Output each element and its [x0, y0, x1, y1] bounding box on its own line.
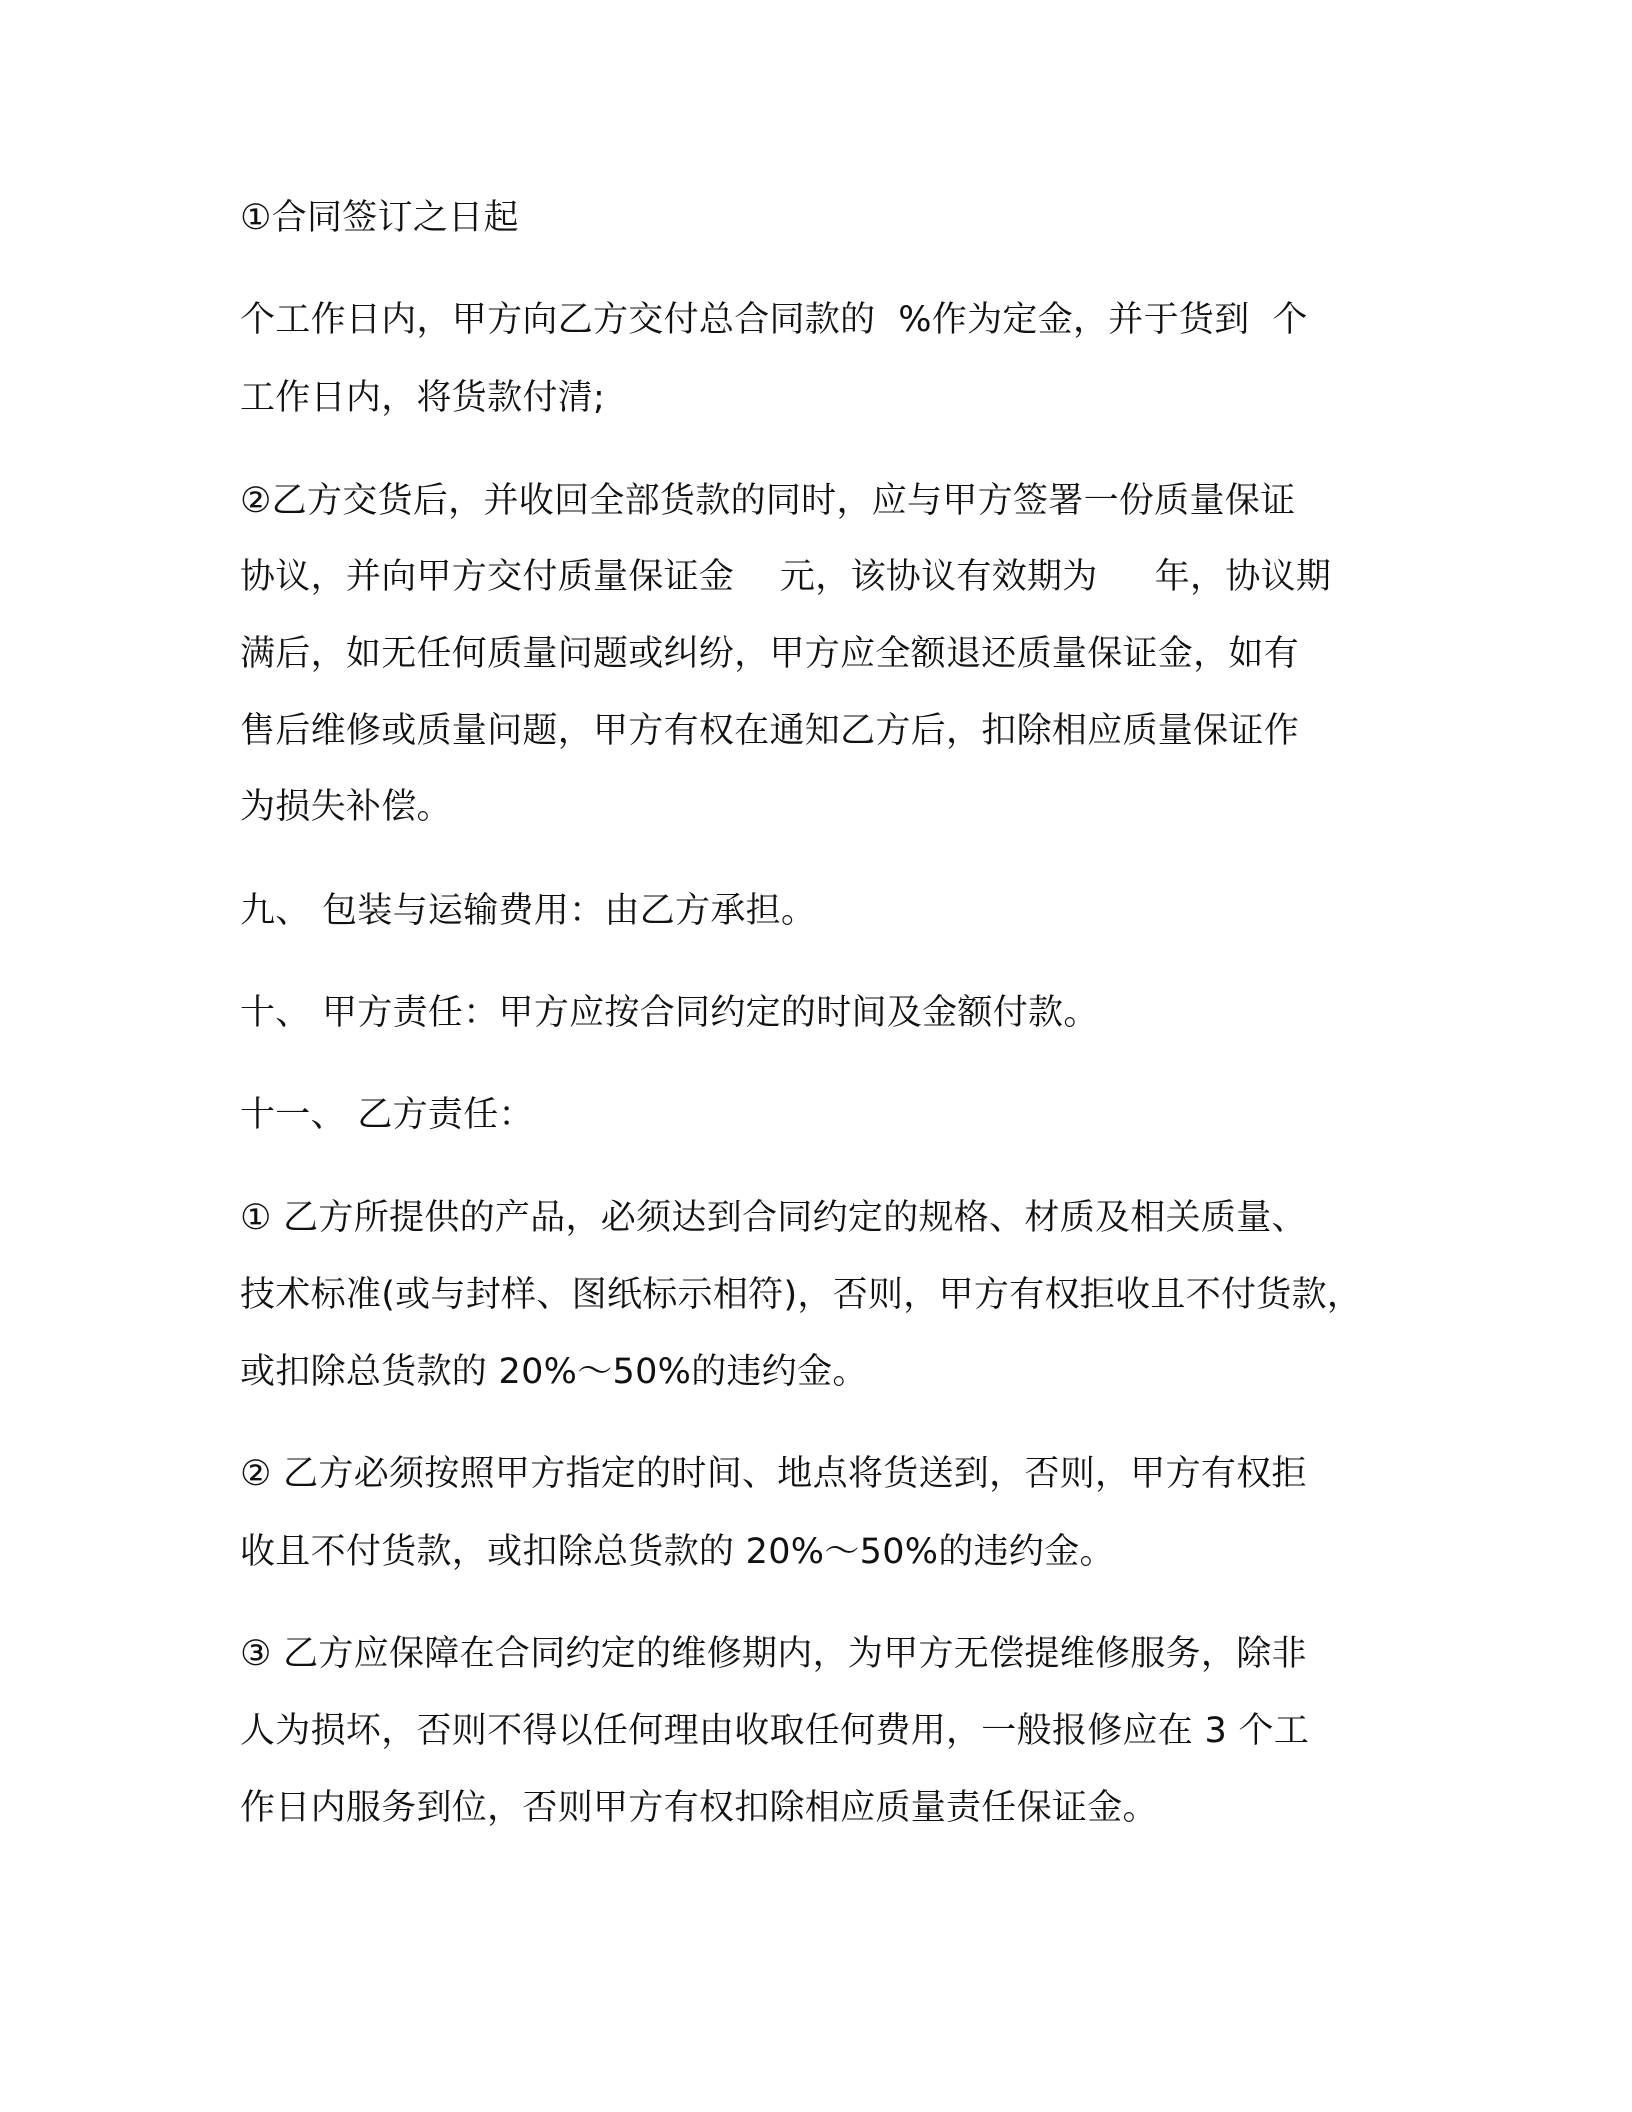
clause-8-2-line-5: 为损失补偿。: [240, 787, 452, 827]
clause-11-1-line-3: 或扣除总货款的 20%～50%的违约金。: [240, 1352, 868, 1392]
clause-11-3-line-1: ③ 乙方应保障在合同约定的维修期内，为甲方无偿提维修服务，除非: [240, 1634, 1307, 1674]
section-9-heading: 九、 包装与运输费用：由乙方承担。: [240, 891, 817, 931]
clause-8-2-line-3: 满后，如无任何质量问题或纠纷，甲方应全额退还质量保证金，如有: [240, 634, 1300, 674]
clause-8-1-line-2: 个工作日内，甲方向乙方交付总合同款的 %作为定金，并于货到 个: [240, 300, 1308, 340]
clause-11-1-line-1: ① 乙方所提供的产品，必须达到合同约定的规格、材质及相关质量、: [240, 1198, 1307, 1238]
clause-11-1-line-2: 技术标准(或与封样、图纸标示相符)，否则，甲方有权拒收且不付货款，: [240, 1275, 1363, 1315]
clause-8-2-line-1: ②乙方交货后，并收回全部货款的同时，应与甲方签署一份质量保证: [240, 481, 1296, 521]
clause-11-2-line-2: 收且不付货款，或扣除总货款的 20%～50%的违约金。: [240, 1532, 1115, 1572]
clause-11-3-line-2: 人为损坏，否则不得以任何理由收取任何费用，一般报修应在 3 个工: [240, 1711, 1310, 1751]
section-11-heading: 十一、 乙方责任：: [240, 1095, 534, 1135]
clause-8-2-line-2: 协议，并向甲方交付质量保证金 元，该协议有效期为 年，协议期: [240, 557, 1332, 597]
section-10-heading: 十、 甲方责任：甲方应按合同约定的时间及金额付款。: [240, 993, 1099, 1033]
clause-11-3-line-3: 作日内服务到位，否则甲方有权扣除相应质量责任保证金。: [240, 1788, 1158, 1828]
clause-11-2-line-1: ② 乙方必须按照甲方指定的时间、地点将货送到，否则，甲方有权拒: [240, 1454, 1307, 1494]
clause-8-2-line-4: 售后维修或质量问题，甲方有权在通知乙方后，扣除相应质量保证作: [240, 711, 1300, 751]
clause-8-1-line-3: 工作日内，将货款付清;: [240, 378, 606, 418]
clause-8-1-line-1: ①合同签订之日起: [240, 198, 519, 238]
